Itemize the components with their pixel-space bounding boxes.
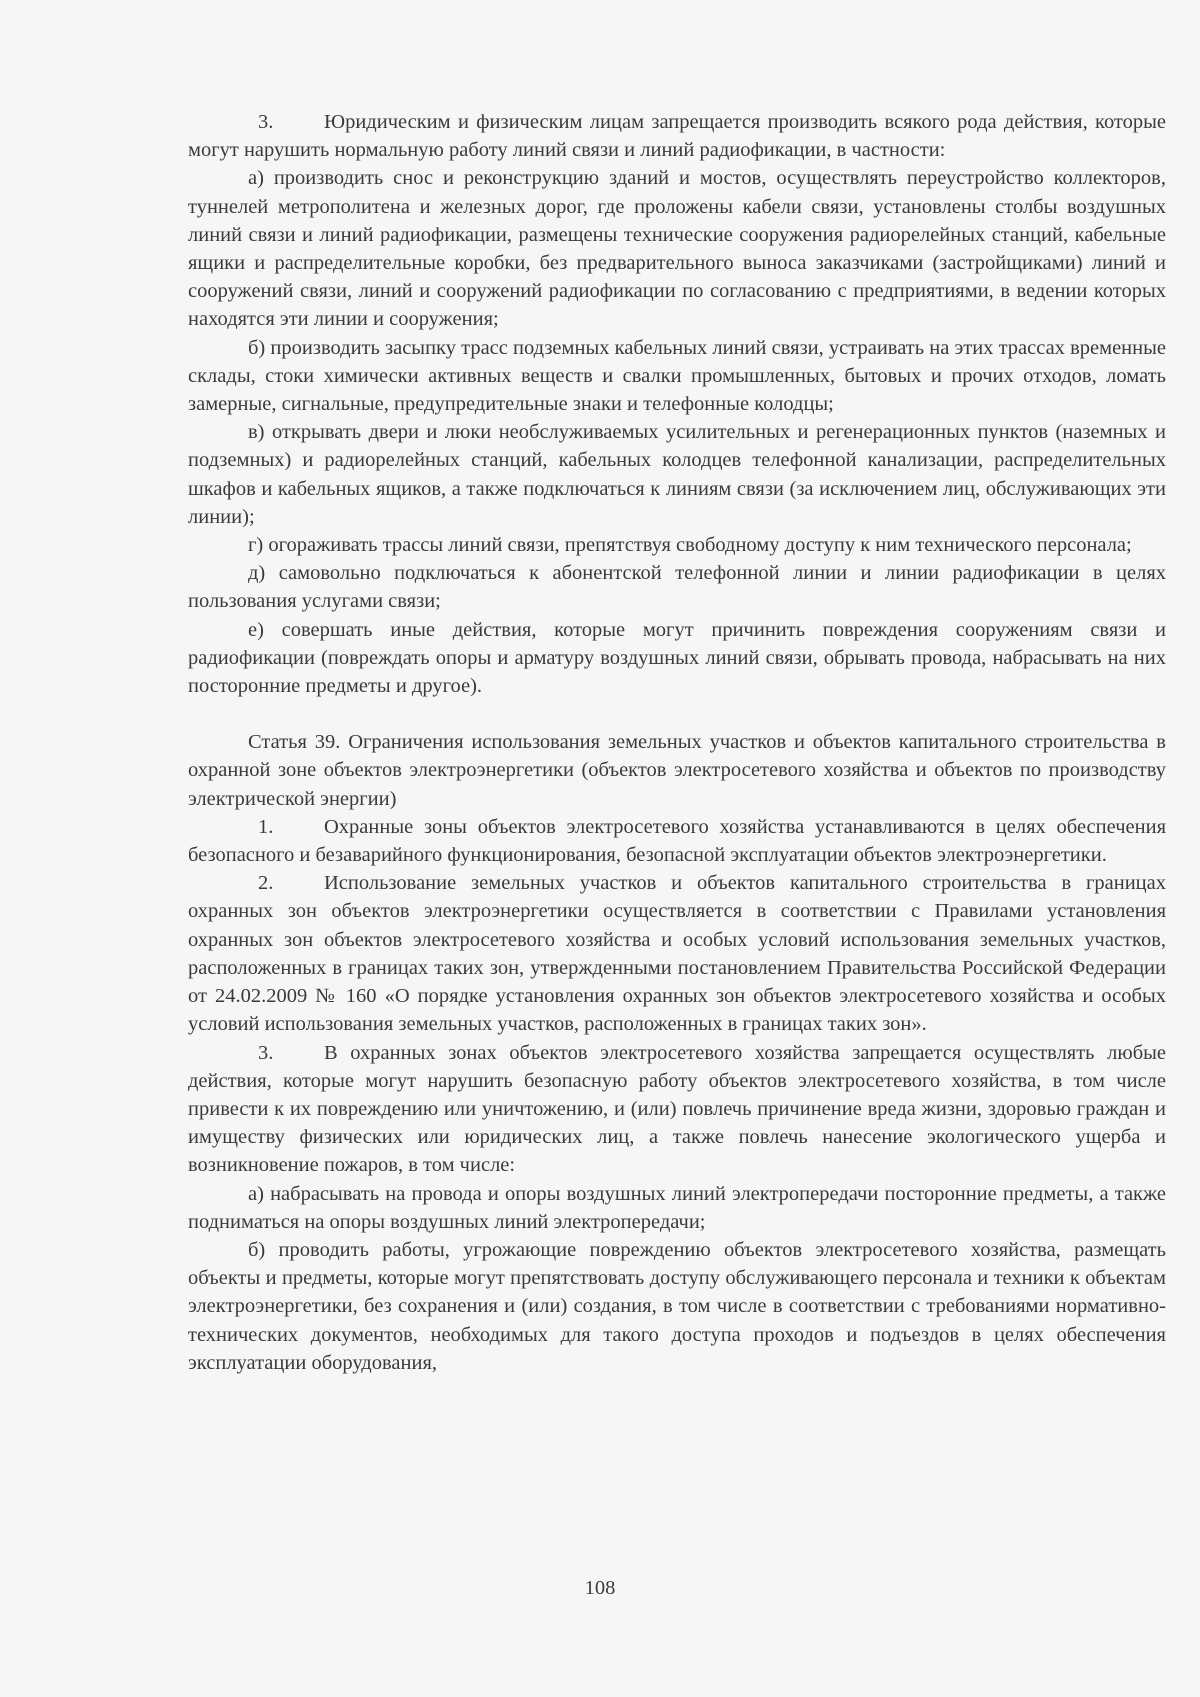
paragraph-text: в) открывать двери и люки необслуживаемых усилительных и регенерационных пунктов (наземных и подземных) и радиорелейных станций, кабельных колодцев телефонной канализации, распределительных шкафов и кабельных ящиков, а также подключаться к линиям связи (за исключением лиц, обслуживающих эти линии); — [188, 421, 1166, 528]
paragraph-text: Статья 39. Ограничения использования земельных участков и объектов капитального строительства в охранной зоне объектов электроэнергетики (объектов электросетевого хозяйства и объектов по производству электрической энергии) — [188, 731, 1166, 810]
article-heading — [188, 728, 1166, 813]
paragraph-text: В охранных зонах объектов электросетевого хозяйства запрещается осуществлять любые действия, которые могут нарушить безопасную работу объектов электросетевого хозяйства, в том числе привести к их повреждению или уничтожению, и (или) повлечь причинение вреда жизни, здоровью граждан и имуществу физических или юридических лиц, а также повлечь нанесение экологического ущерба и возникновение пожаров, в том числе: — [188, 1041, 1166, 1177]
paragraph-text: б) проводить работы, угрожающие повреждению объектов электросетевого хозяйства, размещать объекты и предметы, которые могут препятствовать доступу обслуживающего персонала и техники к объектам электроэнергетики, без сохранения и (или) создания, в том числе в соответствии с требованиями нормативно-технических документов, необходимых для такого доступа проходов и подъездов в целях обеспечения эксплуатации оборудования, — [188, 1238, 1166, 1374]
paragraph — [188, 108, 1166, 164]
paragraph-text: г) огораживать трассы линий связи, препятствуя свободному доступу к ним технического персонала; — [248, 534, 1132, 557]
paragraph-number: 3. — [258, 111, 274, 133]
paragraph-text: Юридическим и физическим лицам запрещается производить всякого рода действия, которые могут нарушить нормальную работу линий связи и линий радиофикации, в частности: — [188, 111, 1166, 162]
paragraph — [188, 1180, 1166, 1236]
paragraph — [188, 1039, 1166, 1180]
paragraph — [188, 334, 1166, 419]
paragraph-text: а) производить снос и реконструкцию зданий и мостов, осуществлять переустройство коллекторов, туннелей метрополитена и железных дорог, где проложены кабели связи, установлены столбы воздушных линий связи и линий радиофикации, размещены технические сооружения радиорелейных станций, кабельные ящики и распределительные коробки, без предварительного выноса заказчиками (застройщиками) линий и сооружений связи, линий и сооружений радиофикации по согласованию с предприятиями, в ведении которых находятся эти линии и сооружения; — [188, 167, 1166, 331]
paragraph-text: а) набрасывать на провода и опоры воздушных линий электропередачи посторонние предметы, а также подниматься на опоры воздушных линий электропередачи; — [188, 1182, 1166, 1233]
paragraph-number: 3. — [258, 1041, 274, 1064]
paragraph-text: Использование земельных участков и объектов капитального строительства в границах охранных зон объектов электроэнергетики осуществляется в соответствии с Правилами установления охранных зон объектов электросетевого хозяйства и особых условий использования земельных участков, расположенных в границах таких зон, утвержденными постановлением Правительства Российской Федерации от 24.02.2009 № 160 «О порядке установления охранных зон объектов электросетевого хозяйства и особых условий использования земельных участков, расположенных в границах таких зон». — [188, 872, 1166, 1036]
paragraph — [188, 418, 1166, 531]
page-number: 108 — [584, 1577, 616, 1599]
paragraph — [188, 813, 1166, 869]
paragraph-text: д) самовольно подключаться к абонентской телефонной линии и линии радиофикации в целях пользования услугами связи; — [188, 562, 1166, 613]
paragraph-text: б) производить засыпку трасс подземных кабельных линий связи, устраивать на этих трассах временные склады, стоки химически активных веществ и свалки промышленных, бытовых и прочих отходов, ломать замерные, сигнальные, предупредительные знаки и телефонные колодцы; — [188, 336, 1166, 416]
paragraph — [188, 869, 1166, 1038]
paragraph-number: 2. — [258, 872, 274, 895]
paragraph-text: е) совершать иные действия, которые могут причинить повреждения сооружениям связи и радиофикации (повреждать опоры и арматуру воздушных линий связи, обрывать провода, набрасывать на них посторонние предметы и другое). — [188, 618, 1166, 698]
paragraph-number: 1. — [258, 815, 274, 838]
paragraph — [188, 531, 1166, 559]
paragraph — [188, 1236, 1166, 1377]
document-body — [188, 108, 1166, 1377]
paragraph — [188, 616, 1166, 701]
paragraph-text: Охранные зоны объектов электросетевого хозяйства устанавливаются в целях обеспечения безопасного и безаварийного функционирования, безопасной эксплуатации объектов электроэнергетики. — [188, 815, 1166, 867]
paragraph — [188, 559, 1166, 615]
paragraph — [188, 164, 1166, 333]
